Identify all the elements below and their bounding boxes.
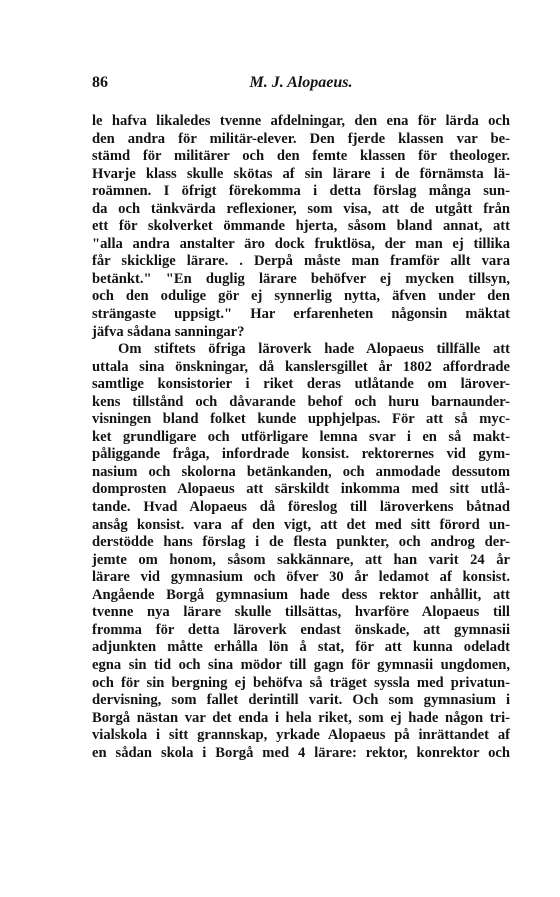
text-line: Borgå nästan var det enda i hela riket, som ej hade någon tri- [92, 709, 510, 726]
text-line: roämnen. I öfrigt förekomma i detta förslag många sun- [92, 183, 510, 200]
text-line: en sådan skola i Borgå med 4 lärare: rektor, konrektor och [92, 744, 510, 761]
text-line: stämd för militärer och den femte klassen för theologer. [92, 148, 510, 165]
text-line: dervisning, som fallet derintill varit. Och som gymnasium i [92, 692, 510, 709]
text-line: strängaste uppsigt." Har erfarenheten någonsin mäktat [92, 306, 510, 323]
text-line: kens tillstånd och dåvarande behof och huru barnaunder- [92, 393, 510, 410]
text-line: lärare vid gymnasium och öfver 30 år ledamot af konsist. [92, 569, 510, 586]
text-line: Om stiftets öfriga läroverk hade Alopaeus tillfälle att [118, 341, 510, 358]
text-line: domprosten Alopaeus att särskildt inkomma med sitt utlå- [92, 481, 510, 498]
text-line: betänkt." "En duglig lärare behöfver ej mycken tillsyn, [92, 270, 510, 287]
text-line: tvenne nya lärare skulle tillsättas, hvarföre Alopaeus till [92, 604, 510, 621]
text-line: samtlige konsistorier i riket deras utlåtande om lärover- [92, 376, 510, 393]
running-title: M. J. Alopaeus. [249, 74, 353, 91]
text-line: tande. Hvad Alopaeus då föreslog till läroverkens båtnad [92, 499, 510, 516]
text-line: "alla andra anstalter äro dock fruktlösa, der man ej tillika [92, 235, 510, 252]
text-line: påliggande fråga, infordrade konsist. rektorernes vid gym- [92, 446, 510, 463]
text-line: och för sin bergning ej behöfva så träget syssla med privatun- [92, 674, 510, 691]
text-line: får skicklige lärare. . Derpå måste man framför allt vara [92, 253, 510, 270]
text-line: adjunkten måtte erhålla lön å stat, för att kunna odeladt [92, 639, 510, 656]
text-line: le hafva likaledes tvenne afdelningar, den ena för lärda och [92, 113, 510, 129]
text-line: uttala sina önskningar, då kanslersgillet år 1802 affordrade [92, 358, 510, 375]
text-line: egna sin tid och sina mödor till gagn för gymnasii ungdomen, [92, 656, 510, 673]
text-line: den andra för militär-elever. Den fjerde klassen var be- [92, 130, 510, 147]
text-line: vialskola i sitt grannskap, yrkade Alopaeus på inrättandet af [92, 727, 510, 744]
text-line: Hvarje klass skulle skötas af sin lärare i de förnämsta lä- [92, 165, 510, 182]
text-line: da och tänkvärda reflexioner, som visa, att de utgått från [92, 200, 510, 217]
text-line: ansåg konsist. vara af den vigt, att det med sitt förord un- [92, 516, 510, 533]
text-line: nasium och skolorna betänkanden, och anmodade dessutom [92, 463, 510, 480]
text-line: fromma för detta läroverk endast önskade, att gymnasii [92, 621, 510, 638]
text-line: ett för skolverket ömmande hjerta, såsom bland annat, att [92, 218, 510, 235]
body-text [92, 113, 510, 762]
text-line: derstödde hans förslag i de flesta punkter, och androg der- [92, 534, 510, 551]
text-line: jäfva sådana sanningar? [92, 323, 245, 340]
text-line: visningen bland folket kunde upphjelpas. För att så myc- [92, 411, 510, 428]
running-head [92, 74, 510, 98]
text-line: och den odulige gör ej synnerlig nytta, äfven under den [92, 288, 510, 305]
text-line: Angående Borgå gymnasium hade dess rektor anhållit, att [92, 586, 510, 603]
text-line: ket grundligare och utförligare lemna svar i en så makt- [92, 428, 510, 445]
text-line: jemte om honom, såsom sakkännare, att han varit 24 år [92, 551, 510, 568]
page-number: 86 [92, 74, 108, 91]
